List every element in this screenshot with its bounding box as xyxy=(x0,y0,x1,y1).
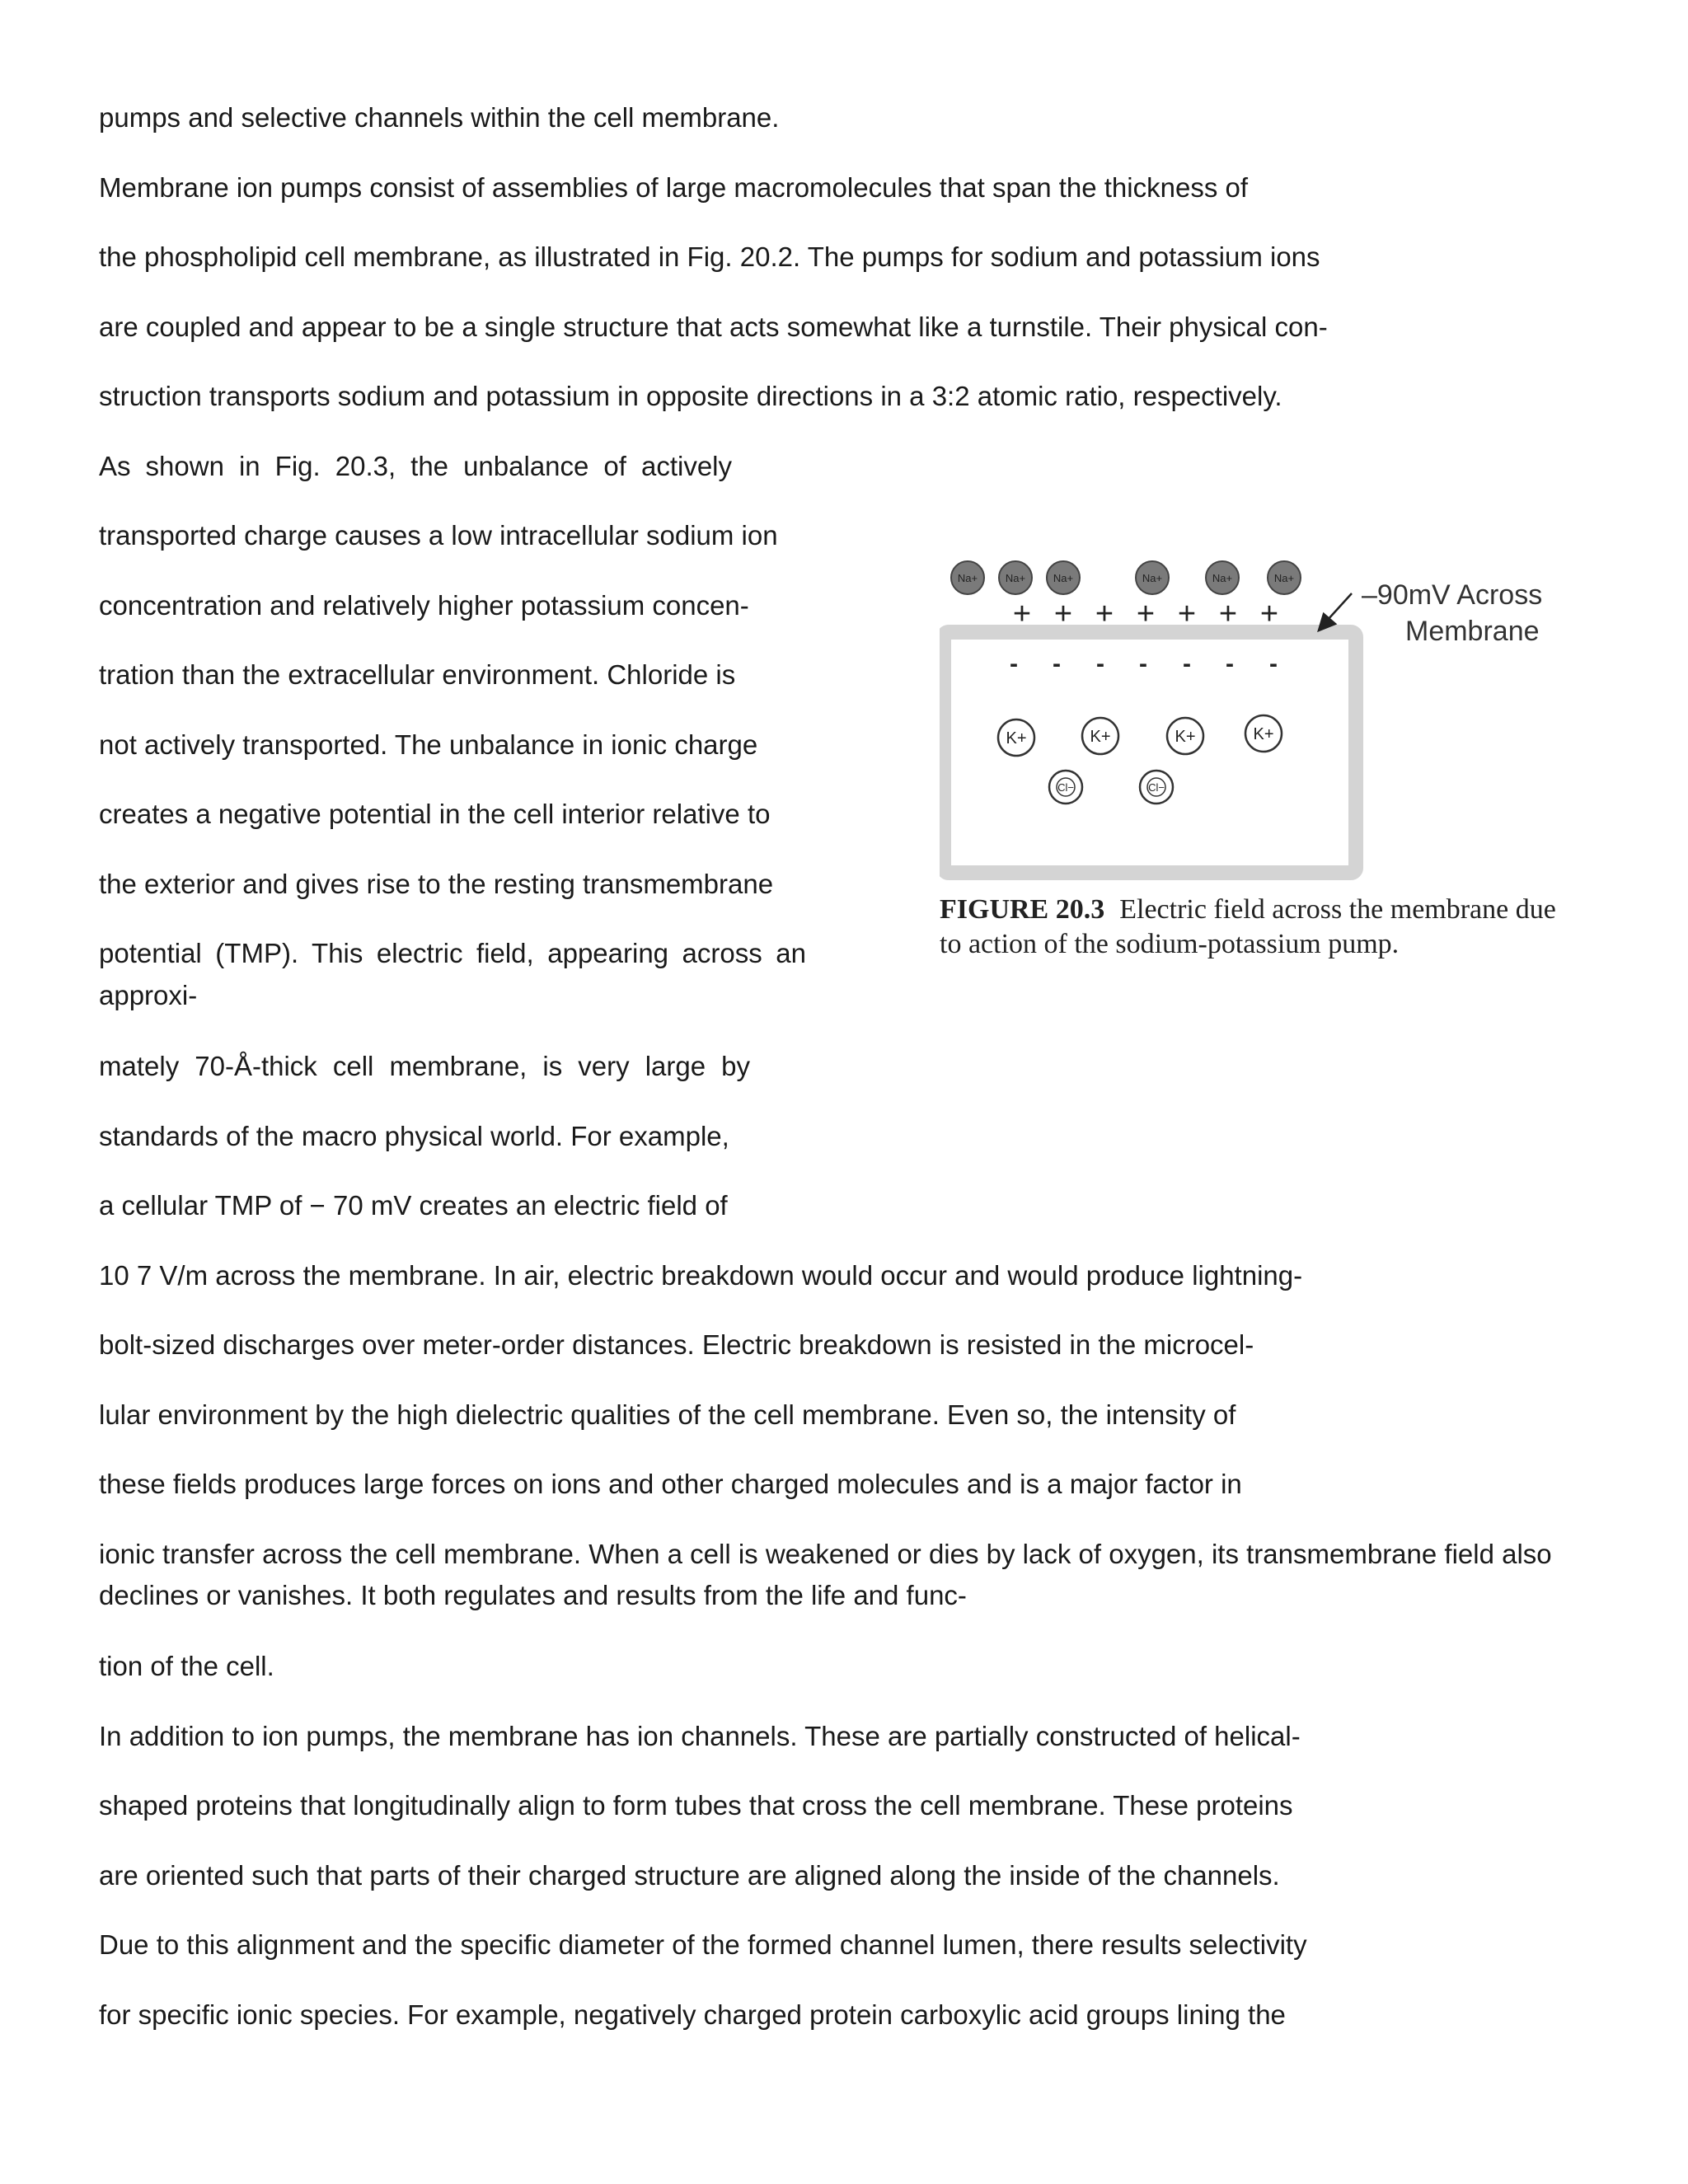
text-line: a cellular TMP of − 70 mV creates an electric field of xyxy=(99,1190,728,1221)
text-line: Membrane ion pumps consist of assemblies of large macromolecules that span the thickness of xyxy=(99,172,1249,203)
sodium-ions xyxy=(951,561,1301,594)
plus-sign: + xyxy=(1095,597,1114,631)
minus-sign: - xyxy=(1269,650,1278,677)
text-line: creates a negative potential in the cell interior relative to xyxy=(99,799,771,829)
text-line: In addition to ion pumps, the membrane has ion channels. These are partially constructed of helical- xyxy=(99,1721,1301,1751)
text-line: the exterior and gives rise to the resting transmembrane xyxy=(99,869,774,899)
figure-caption xyxy=(940,893,1582,962)
text-line: pumps and selective channels within the cell membrane. xyxy=(99,102,780,133)
minus-sign: - xyxy=(1226,650,1234,677)
plus-sign: + xyxy=(1136,597,1156,631)
text-line: shaped proteins that longitudinally align to form tubes that cross the cell membrane. These proteins xyxy=(99,1790,1293,1821)
sodium-ion-label: Na+ xyxy=(1053,572,1074,584)
sodium-ion-label: Na+ xyxy=(957,572,978,584)
figure-label: FIGURE 20.3 xyxy=(940,894,1105,925)
text-line: the phospholipid cell membrane, as illustrated in Fig. 20.2. The pumps for sodium and potassium ions xyxy=(99,241,1320,272)
potassium-ion-label: K+ xyxy=(1090,728,1111,746)
sodium-ion-label: Na+ xyxy=(1212,572,1233,584)
text-line: not actively transported. The unbalance in ionic charge xyxy=(99,729,758,760)
text-line: 10 7 V/m across the membrane. In air, electric breakdown would occur and would produce lightning- xyxy=(99,1260,1303,1291)
sodium-ion-label: Na+ xyxy=(1005,572,1026,584)
minus-sign: - xyxy=(1053,650,1061,677)
plus-sign: + xyxy=(1177,597,1197,631)
text-line: bolt-sized discharges over meter-order distances. Electric breakdown is resisted in the microcel- xyxy=(99,1329,1254,1360)
text-line: mately 70-Å-thick cell membrane, is very large by xyxy=(99,1051,750,1081)
text-line: these fields produces large forces on ions and other charged molecules and is a major factor in xyxy=(99,1469,1242,1499)
text-line: As shown in Fig. 20.3, the unbalance of actively xyxy=(99,451,732,481)
chloride-ion-label: Cl− xyxy=(1057,781,1074,794)
plus-sign: + xyxy=(1259,597,1279,631)
membrane-diagram xyxy=(940,548,1582,886)
text-line: struction transports sodium and potassium in opposite directions in a 3:2 atomic ratio, respectively. xyxy=(99,381,1282,411)
sodium-ion-label: Na+ xyxy=(1273,572,1295,584)
plus-sign: + xyxy=(1012,597,1032,631)
sodium-ion-label: Na+ xyxy=(1142,572,1163,584)
annotation-line-1: –90mV Across xyxy=(1362,579,1543,611)
minus-sign: - xyxy=(1139,650,1147,677)
text-line: ionic transfer across the cell membrane. When a cell is weakened or dies by lack of oxygen, its transmembrane field also declines or vanishes. It both regulates and results from the life and func- xyxy=(99,1539,1552,1610)
text-line: for specific ionic species. For example, negatively charged protein carboxylic acid groups lining the xyxy=(99,1999,1286,2030)
text-line: approxi- xyxy=(99,980,198,1010)
plus-sign: + xyxy=(1053,597,1073,631)
chloride-ion-label: Cl− xyxy=(1148,781,1165,794)
text-line: are oriented such that parts of their charged structure are aligned along the inside of the channels. xyxy=(99,1860,1280,1891)
plus-sign: + xyxy=(1218,597,1238,631)
text-line: tration than the extracellular environment. Chloride is xyxy=(99,659,736,690)
text-line: are coupled and appear to be a single structure that acts somewhat like a turnstile. Their physical con- xyxy=(99,312,1328,342)
minus-sign: - xyxy=(1010,650,1018,677)
text-line: transported charge causes a low intracellular sodium ion xyxy=(99,520,778,551)
text-line: lular environment by the high dielectric qualities of the cell membrane. Even so, the intensity of xyxy=(99,1399,1236,1430)
annotation-line-2: Membrane xyxy=(1405,616,1540,647)
potassium-ion-label: K+ xyxy=(1006,729,1027,748)
text-line: standards of the macro physical world. For example, xyxy=(99,1121,729,1151)
potassium-ion-label: K+ xyxy=(1253,725,1274,743)
potassium-ion-label: K+ xyxy=(1175,728,1196,746)
minus-sign: - xyxy=(1096,650,1104,677)
figure-caption-text: Electric field across the membrane due to action of the sodium-potassium pump. xyxy=(940,894,1556,959)
text-line: tion of the cell. xyxy=(99,1651,274,1681)
text-line: concentration and relatively higher potassium concen- xyxy=(99,590,749,621)
text-line: potential (TMP). This electric field, appearing across an xyxy=(99,938,806,968)
text-line: Due to this alignment and the specific diameter of the formed channel lumen, there results selectivity xyxy=(99,1929,1307,1960)
minus-sign: - xyxy=(1183,650,1191,677)
